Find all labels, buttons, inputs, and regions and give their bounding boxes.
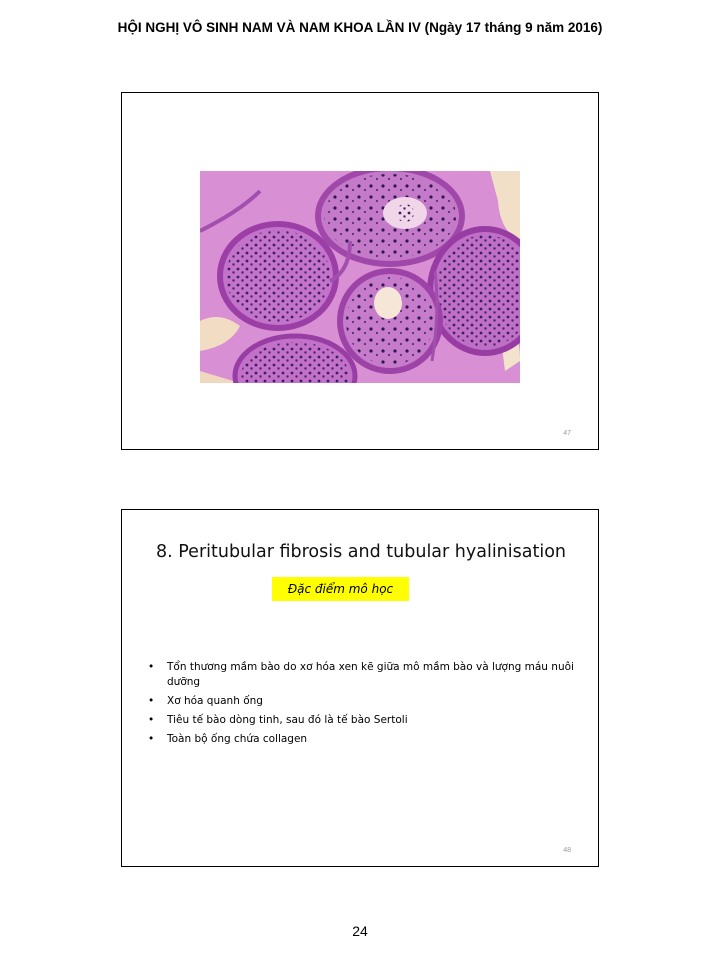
bullet-list [148,660,588,751]
list-item [148,732,588,747]
list-item [148,713,588,728]
slide-number: 48 [563,847,571,854]
bullet-icon: • [148,695,155,707]
bullet-text: Tổn thương mầm bào do xơ hóa xen kẽ giữa mô mầm bào và lượng máu nuôi dưỡng [167,661,574,688]
page-number: 24 [352,923,368,939]
bullet-icon: • [148,661,155,673]
slide-47 [121,92,599,450]
slide-48 [121,509,599,867]
bullet-text: Tiêu tế bào dòng tinh, sau đó là tế bào Sertoli [167,714,408,726]
highlight-label: Đặc điểm mô học [272,577,409,601]
bullet-text: Xơ hóa quanh ống [167,695,263,707]
histology-micrograph [200,171,520,383]
document-header: HỘI NGHỊ VÔ SINH NAM VÀ NAM KHOA LẦN IV (Ngày 17 tháng 9 năm 2016) [117,20,603,35]
micrograph-image [200,171,520,383]
list-item [148,660,588,690]
slide-number: 47 [563,430,571,437]
slide-title: 8. Peritubular fibrosis and tubular hyalinisation [155,542,566,562]
bullet-text: Toàn bộ ống chứa collagen [167,733,308,745]
bullet-icon: • [148,714,155,726]
list-item [148,694,588,709]
bullet-icon: • [148,733,155,745]
